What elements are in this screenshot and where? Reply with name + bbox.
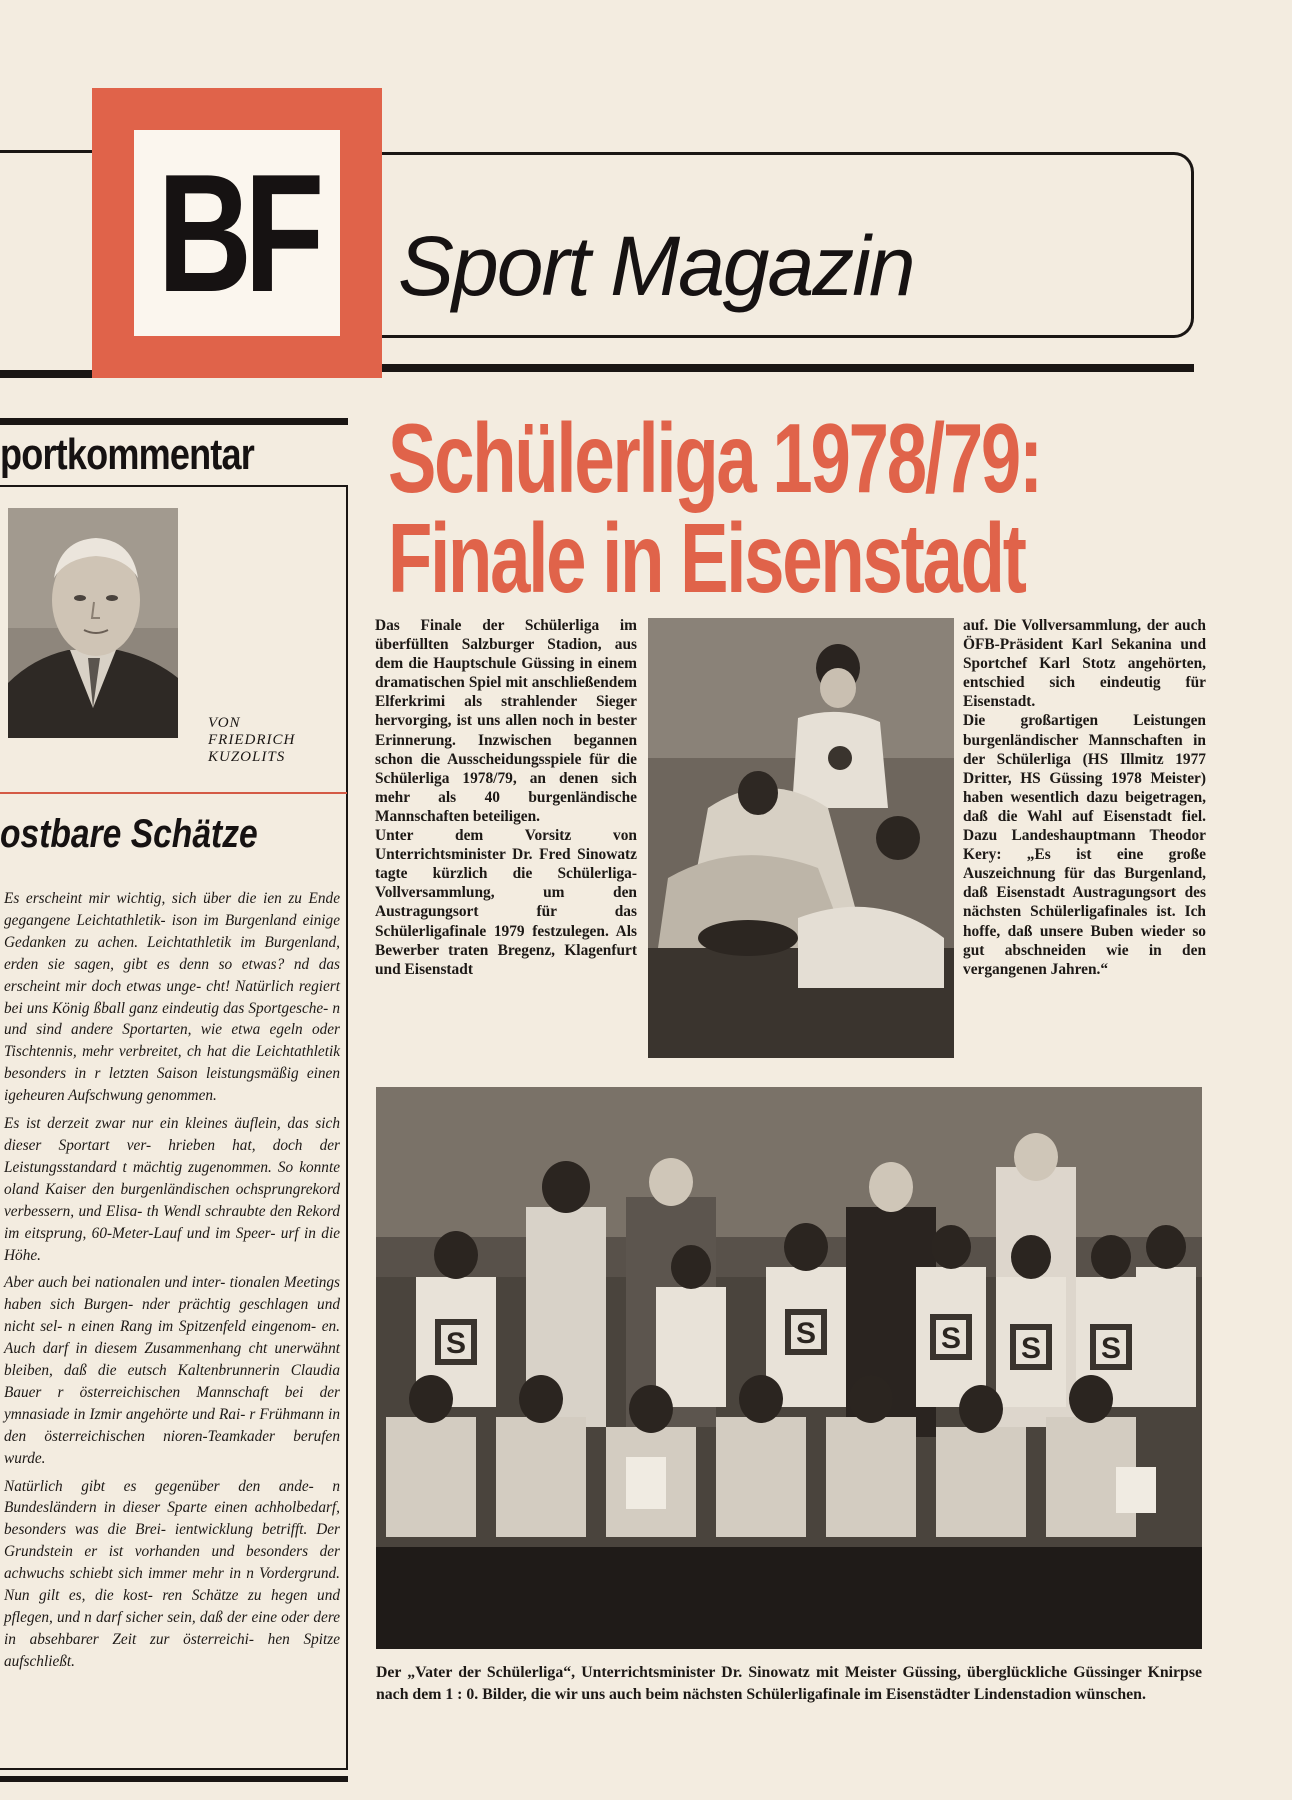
article-paragraph: auf. Die Vollversammlung, der auch ÖFB-Präsident Karl Sekanina und Sportchef Karl Stotz angehörten, entschied sich eindeutig für Eisenstadt. — [963, 617, 1206, 711]
sidebar-section-title: portkommentar — [0, 430, 254, 479]
masthead-rule-left — [0, 150, 100, 153]
jersey-letter: S — [445, 1327, 467, 1360]
masthead-rule-bottom-right — [382, 364, 1194, 372]
photo-caption: Der „Vater der Schülerliga“, Unterrichtsminister Dr. Sinowatz mit Meister Güssing, überglückliche Güssinger Knirpse nach dem 1 : 0. Bilder, die wir uns auch beim nächsten Schülerligafinale im Eisenstädter Lindenstadion wünschen. — [376, 1664, 1202, 1703]
masthead-logo-inner — [134, 130, 340, 336]
article-column-3 — [963, 616, 1206, 979]
article-paragraph: Unter dem Vorsitz von Unterrichtsminister Dr. Fred Sinowatz tagte kürzlich die Schülerliga-Vollversammlung, um den Austragungsort für das Schülerligafinale 1979 festzulegen. Als Bewerber traten Bregenz, Klagenfurt und Eisenstadt — [375, 827, 637, 978]
article-paragraph: Die großartigen Leistungen burgenländischer Mannschaften in der Schülerliga (HS Illmitz 1977 Dritter, HS Güssing 1978 Meister) haben wesentlich dazu beigetragen, daß die Wahl auf Eisenstadt fiel. Dazu Landeshauptmann Theodor Kery: „Es ist eine große Auszeichnung für das Burgenland, daß Eisenstadt Austragungsort des nächsten Schülerligafinales ist. Ich hoffe, daß unsere Buben wieder so gut abschneiden wie in den vergangenen Jahren.“ — [963, 712, 1206, 978]
author-byline — [208, 715, 295, 766]
commentary-title: ostbare Schätze — [0, 812, 258, 856]
commentary-paragraph: Natürlich gibt es gegenüber den ande- n Bundesländern in dieser Sparte einen achholbedarf, besonders was die Brei- ientwicklung betrifft. Der Grundstein er ist vorhanden und besonders der achwuchs schiebt sich immer mehr in n Vordergrund. Nun gilt es, die kost- ren Schätze zu hegen und pflegen, und n darf sicher sein, daß der eine oder dere in absehbarer Zeit zur österreichi- hen Spitze aufschließt. — [4, 1477, 340, 1670]
jersey-letter: S — [1020, 1332, 1042, 1365]
jersey-letter: S — [940, 1322, 962, 1355]
commentary-paragraph: Es ist derzeit zwar nur ein kleines äuflein, das sich dieser Sportart ver- hrieben hat, doch der Leistungsstandard t mächtig zugenommen. So konnte oland Kaiser den burgenländischen ochsprungrekord verbessern, und Elisa- th Wendl schraubte den Rekord im eitsprung, 60-Meter-Lauf und im Speer- urf in die Höhe. — [4, 1115, 340, 1264]
team-photo-graphic — [376, 1087, 1202, 1649]
author-portrait-graphic — [8, 508, 178, 738]
sidebar-top-rule — [0, 418, 348, 425]
commentary-paragraph: Aber auch bei nationalen und inter- tionalen Meetings haben sich Burgen- nder prächtig geschlagen und nicht sel- n einen Rang im Spitzenfeld eingenom- en. Auch darf in diesem Zusammenhang cht unerwähnt bleiben, daß die eutsch Kaltenbrunnerin Claudia Bauer r österreichischen Mannschaft bei der ymnasiade in Izmir angehörte und Rai- r Frühmann in den österreichischen nioren-Teamkader berufen wurde. — [4, 1274, 340, 1467]
masthead-logo — [92, 88, 382, 378]
jersey-letter: S — [1100, 1332, 1122, 1365]
commentary-paragraph: Es erscheint mir wichtig, sich über die ien zu Ende gegangene Leichtathletik- ison im Burgenland einige Gedanken zu achen. Leichtathletik im Burgenland, erden sie sagen, gibt es denn so etwas? nd das erscheint mir doch etwas unge- cht! Natürlich regiert bei uns König ßball ganz eindeutig das Sportgesche- n und sind andere Sportarten, wie etwa egeln oder Tischtennis, mehr verbreitet, ch hat die Leichtathletik besonders in r letzten Saison leistungsmäßig einen igeheuren Aufschwung genommen. — [4, 890, 340, 1105]
team-photo — [376, 1087, 1202, 1649]
author-portrait — [8, 508, 178, 738]
celebration-photo — [648, 618, 954, 1058]
masthead-rule-bottom-left — [0, 370, 92, 378]
article-column-1 — [375, 616, 637, 979]
masthead-logo-text: BF — [157, 139, 317, 327]
article-paragraph: Das Finale der Schülerliga im überfüllten Salzburger Stadion, aus dem die Hauptschule Güssing in einem dramatischen Spiel mit anschließendem Elferkrimi als strahlender Sieger hervorging, ist uns allen noch in bester Erinnerung. Inzwischen begannen schon die Ausscheidungsspiele für die Schülerliga 1978/79, an denen sich mehr als 40 burgenländische Mannschaften beteiligen. — [375, 617, 637, 825]
byline-line-2: FRIEDRICH — [208, 732, 296, 748]
headline-line-2: Finale in Eisenstadt — [388, 503, 1025, 613]
byline-line-1: VON — [208, 715, 241, 731]
jersey-letter: S — [795, 1317, 817, 1350]
masthead-title: Sport Magazin — [398, 219, 914, 313]
celebration-photo-graphic — [648, 618, 954, 1058]
article-headline — [388, 403, 1041, 613]
commentary-body — [4, 888, 340, 1679]
sidebar-divider — [0, 792, 347, 794]
sidebar-bottom-rule — [0, 1776, 348, 1782]
headline-line-1: Schülerliga 1978/79: — [388, 403, 1041, 513]
byline-line-3: KUZOLITS — [208, 749, 286, 765]
